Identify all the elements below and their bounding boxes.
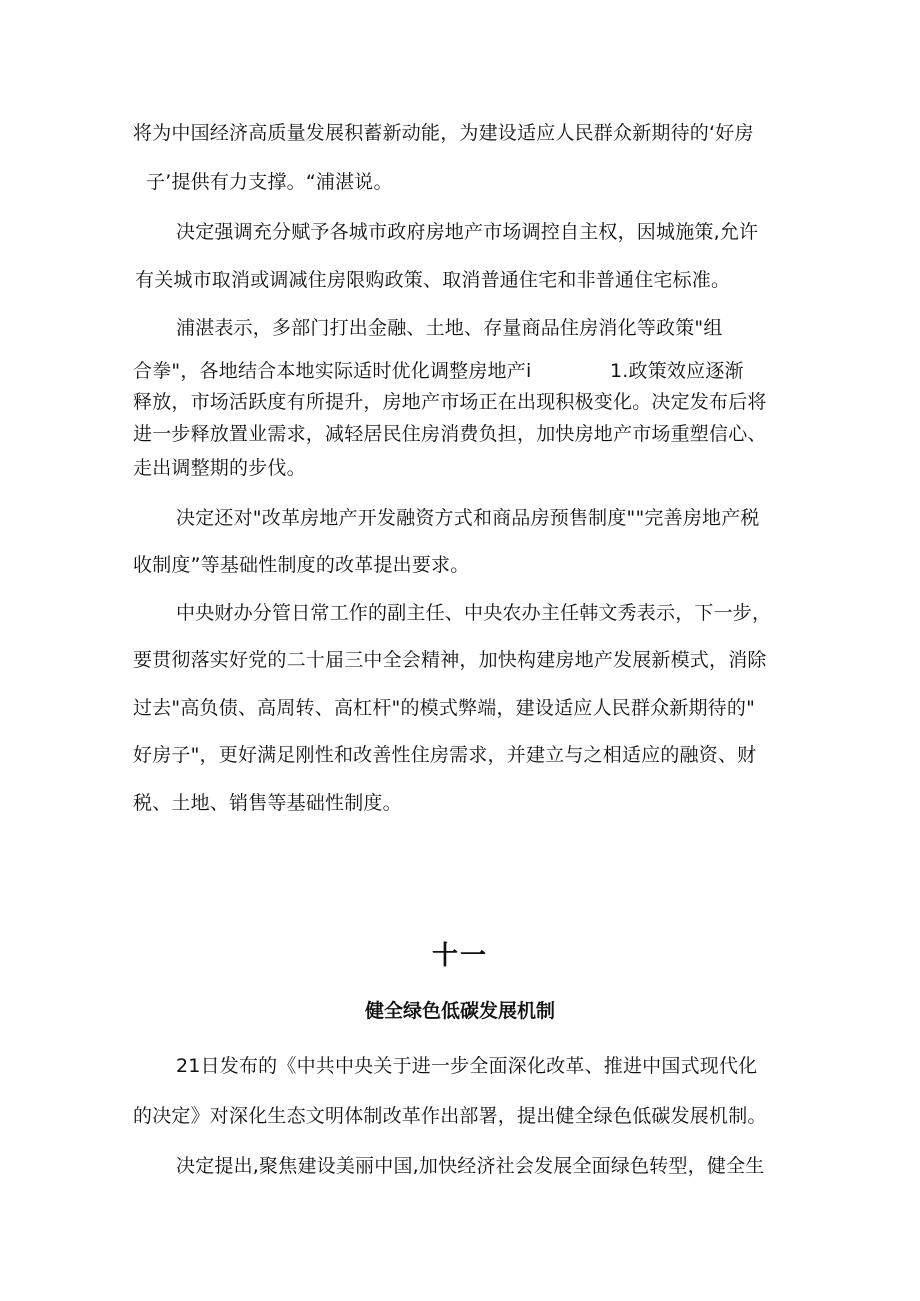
paragraph-first-line: 21日发布的《中共中央关于进一步全面深化改革、推进中国式现代化 <box>176 1055 758 1077</box>
body-line: 进一步释放置业需求，减轻居民住房消费负担，加快房地产市场重塑信心、 <box>133 423 767 445</box>
section-number: 十一 <box>431 941 488 971</box>
body-line: 的决定》对深化生态文明体制改革作出部署，提出健全绿色低碳发展机制。 <box>133 1105 767 1127</box>
paragraph-first-line: 决定提出,聚焦建设美丽中国,加快经济社会发展全面绿色转型，健全生 <box>176 1155 765 1177</box>
section-title: 健全绿色低碳发展机制 <box>364 1000 555 1022</box>
body-line: 收制度”等基础性制度的改革提出要求。 <box>133 554 470 576</box>
body-line: 过去"高负债、高周转、高杠杆"的模式弊端，建设适应人民群众新期待的" <box>133 697 756 719</box>
body-line: 将为中国经济高质量发展积蓄新动能，为建设适应人民群众新期待的‘好房 <box>133 122 754 144</box>
paragraph-first-line: 中央财办分管日常工作的副主任、中央农办主任韩文秀表示，下一步， <box>176 602 772 624</box>
body-line: 合拳"，各地结合本地实际适时优化调整房地产i <box>133 360 532 382</box>
body-line: 走出调整期的步伐。 <box>133 457 306 479</box>
paragraph-first-line: 决定强调充分赋予各城市政府房地产市场调控自主权，因城施策,允许 <box>176 221 759 243</box>
body-line: 要贯彻落实好党的二十届三中全会精神，加快构建房地产发展新模式，消除 <box>133 649 767 671</box>
body-line: 释放，市场活跃度有所提升，房地产市场正在出现积极变化。决定发布后将 <box>133 391 767 413</box>
body-line: 有关城市取消或调减住房限购政策、取消普通住宅和非普通住宅标准。 <box>135 269 731 291</box>
body-line-fragment: 1.政策效应逐渐 <box>610 360 744 382</box>
paragraph-first-line: 浦湛表示，多部门打出金融、土地、存量商品住房消化等政策"组 <box>176 317 723 339</box>
body-line: 好房子"，更好满足刚性和改善性住房需求，并建立与之相适应的融资、财 <box>133 744 757 766</box>
body-line: 子’提供有力支撑。“浦湛说。 <box>146 171 393 193</box>
paragraph-first-line: 决定还对"改革房地产开发融资方式和商品房预售制度""完善房地产税 <box>176 507 760 529</box>
body-line: 税、土地、销售等基础性制度。 <box>133 792 402 814</box>
